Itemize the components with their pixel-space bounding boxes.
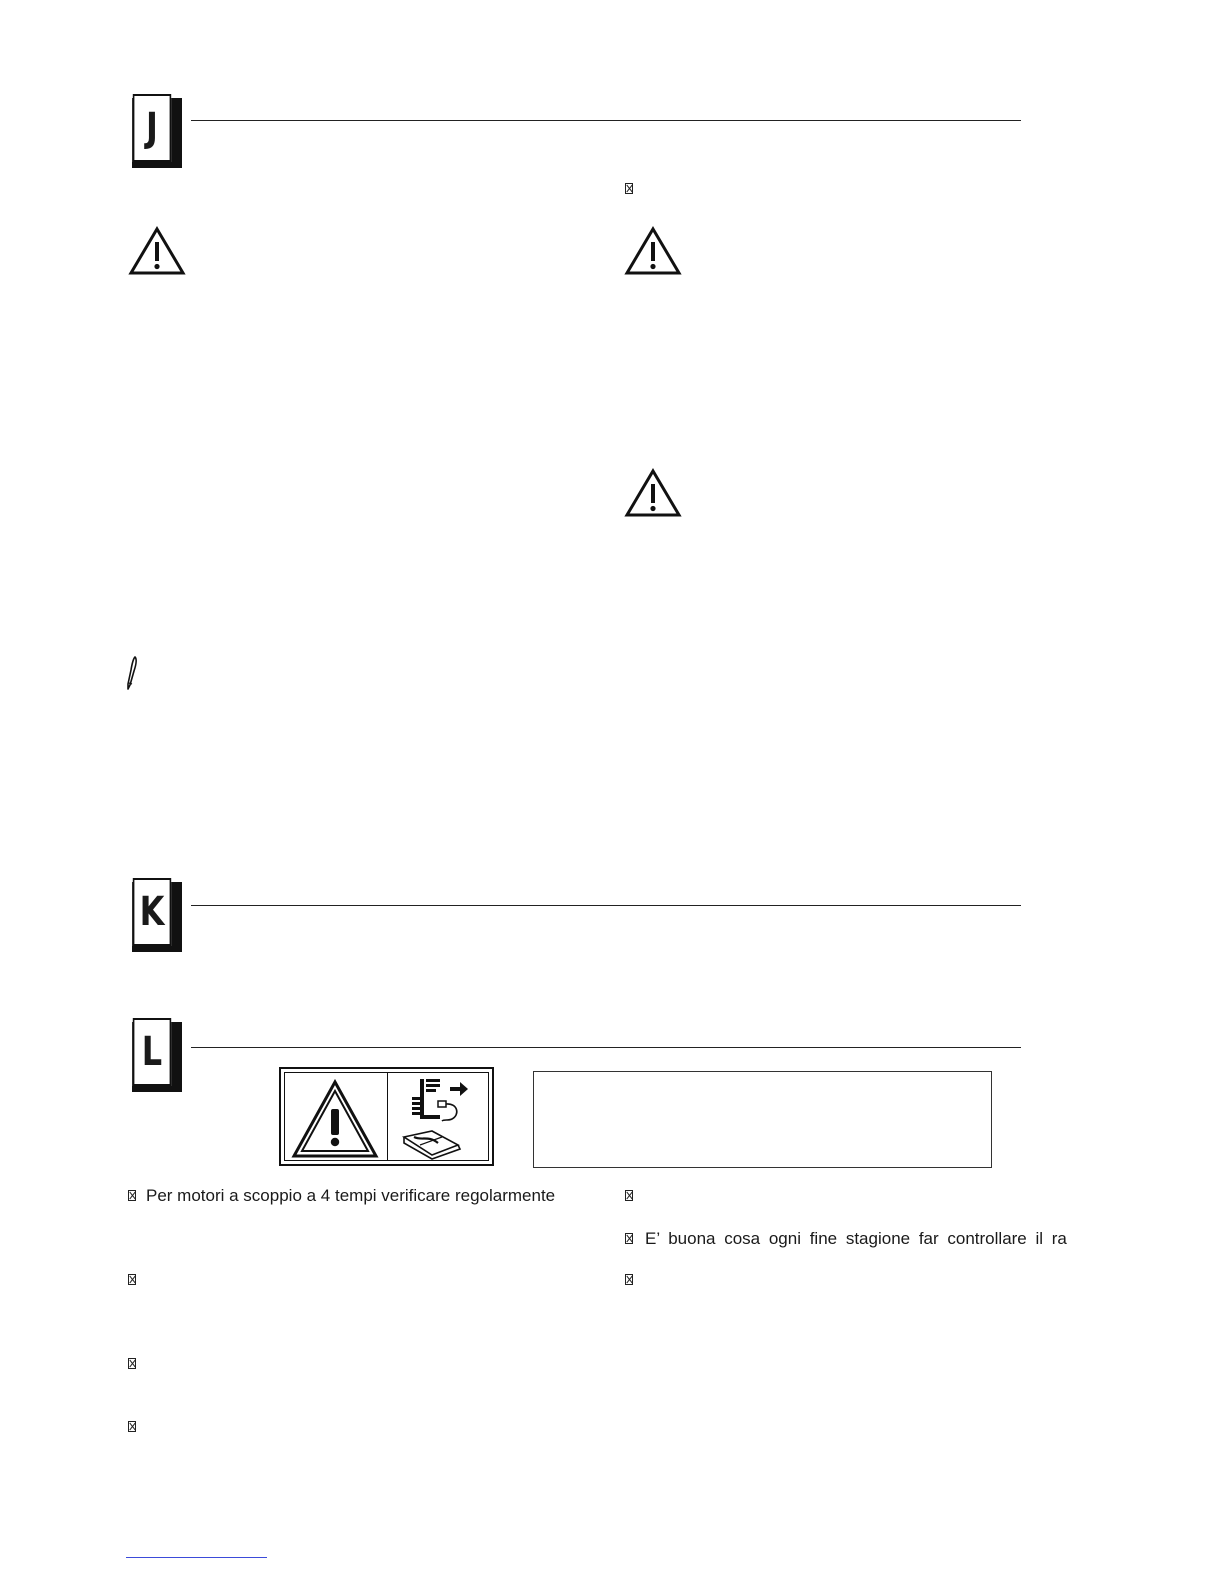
warning-triangle-icon <box>624 226 682 276</box>
section-k-tab <box>128 878 182 950</box>
warning-triangle-icon <box>128 226 186 276</box>
safety-label-manual-cell <box>388 1073 488 1160</box>
bullet-icon <box>625 183 633 194</box>
bullet-icon <box>128 1421 136 1432</box>
bullet-icon <box>128 1358 136 1369</box>
bullet-icon <box>625 1190 633 1201</box>
safety-label <box>279 1067 494 1166</box>
section-k-rule <box>191 905 1021 906</box>
section-l-letter: L <box>133 1018 171 1086</box>
section-j-rule <box>191 120 1021 121</box>
maintenance-item-text: E’ buona cosa ogni fine stagione far controllare il ra <box>645 1229 1067 1248</box>
bullet-icon <box>128 1274 136 1285</box>
note-box <box>533 1071 992 1168</box>
bullet-icon <box>625 1274 633 1285</box>
section-k-letter: K <box>133 878 171 946</box>
warning-triangle-icon <box>291 1079 379 1159</box>
section-l-tab <box>128 1018 182 1090</box>
section-j-letter: J <box>133 94 171 162</box>
safety-label-warning-cell <box>285 1073 388 1160</box>
bullet-icon <box>625 1233 633 1244</box>
warning-triangle-icon <box>624 468 682 518</box>
pen-note-icon <box>124 655 140 691</box>
bullet-icon <box>128 1190 136 1201</box>
disconnect-spark-plug-read-manual-icon <box>398 1075 488 1163</box>
section-l-rule <box>191 1047 1021 1048</box>
section-j-tab <box>128 94 182 166</box>
maintenance-item-text: Per motori a scoppio a 4 tempi verificare regolarmente <box>146 1186 556 1205</box>
footnote-rule <box>126 1557 267 1558</box>
